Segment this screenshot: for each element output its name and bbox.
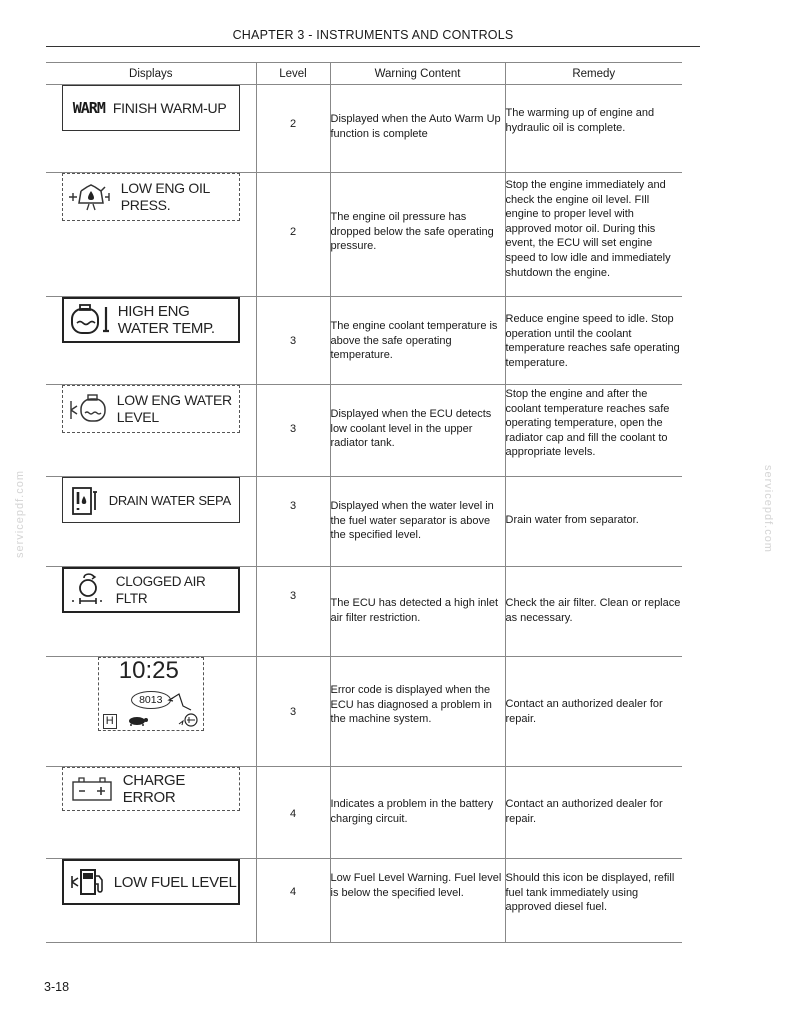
warning-content-text: The engine oil pressure has dropped below the safe operating pressure. bbox=[330, 211, 494, 253]
remedy-text: Stop the engine and after the coolant temperature reaches safe operating temperature, open the radiator cap and fill the coolant to appropriate levels. bbox=[505, 388, 670, 459]
level-cell bbox=[256, 173, 330, 297]
remedy-text: Drain water from separator. bbox=[505, 514, 639, 526]
warning-content-text: Low Fuel Level Warning. Fuel level is below the specified level. bbox=[330, 872, 502, 899]
warning-content-cell bbox=[330, 859, 505, 943]
table-row bbox=[46, 657, 682, 767]
remedy-cell bbox=[505, 567, 682, 657]
table-row bbox=[46, 567, 682, 657]
battery-icon bbox=[69, 773, 115, 805]
level-value: 4 bbox=[289, 886, 297, 898]
table-row bbox=[46, 859, 682, 943]
level-value: 3 bbox=[289, 590, 297, 602]
high-water-temp-display bbox=[62, 297, 240, 343]
warning-content-text: The engine coolant temperature is above the safe operating temperature. bbox=[330, 320, 498, 362]
warning-content-text: The ECU has detected a high inlet air filter restriction. bbox=[330, 597, 499, 624]
remedy-text: Should this icon be displayed, refill fuel tank immediately using approved diesel fuel. bbox=[505, 872, 675, 914]
low-fuel-display bbox=[62, 859, 240, 905]
column-header-level: Level bbox=[256, 63, 330, 85]
oil-can-icon bbox=[65, 177, 117, 217]
warning-table bbox=[46, 62, 682, 943]
remedy-cell bbox=[505, 767, 682, 859]
column-header-remedy: Remedy bbox=[505, 63, 682, 85]
warm-tag: WARM bbox=[72, 98, 105, 117]
lcd-symbols bbox=[99, 658, 203, 730]
table-row bbox=[46, 173, 682, 297]
remedy-cell bbox=[505, 85, 682, 173]
display-cell bbox=[46, 477, 256, 567]
level-value: 3 bbox=[289, 706, 297, 718]
display-label: CLOGGED AIR FLTR bbox=[115, 574, 206, 606]
header-rule bbox=[46, 46, 700, 47]
water-separator-icon bbox=[69, 482, 103, 518]
display-cell bbox=[46, 297, 256, 385]
level-cell bbox=[256, 477, 330, 567]
display-label: CHARGE ERROR bbox=[122, 772, 186, 806]
remedy-text: Check the air filter. Clean or replace as necessary. bbox=[505, 597, 681, 624]
lcd-time: 10:25 bbox=[118, 657, 179, 684]
warning-content-cell bbox=[330, 85, 505, 173]
display-cell bbox=[46, 859, 256, 943]
level-value: 4 bbox=[289, 808, 297, 820]
display-label: DRAIN WATER SEPA bbox=[108, 492, 231, 508]
warning-content-cell bbox=[330, 297, 505, 385]
level-value: 2 bbox=[289, 226, 297, 238]
display-cell bbox=[46, 385, 256, 477]
level-cell bbox=[256, 85, 330, 173]
warning-content-text: Displayed when the Auto Warm Up function is complete bbox=[330, 113, 501, 140]
warning-content-text: Error code is displayed when the ECU has diagnosed a problem in the machine system. bbox=[330, 684, 492, 726]
watermark-left: servicepdf.com bbox=[14, 470, 26, 558]
warm-up-display bbox=[62, 85, 240, 131]
table-header-row bbox=[46, 63, 682, 85]
remedy-cell bbox=[505, 173, 682, 297]
display-label: FINISH WARM-UP bbox=[112, 99, 227, 116]
level-cell bbox=[256, 297, 330, 385]
warning-content-cell bbox=[330, 173, 505, 297]
warning-content-cell bbox=[330, 385, 505, 477]
table-row bbox=[46, 297, 682, 385]
engine-coolant-level-icon bbox=[65, 389, 113, 429]
warning-content-cell bbox=[330, 567, 505, 657]
remedy-text: Contact an authorized dealer for repair. bbox=[505, 698, 663, 725]
low-oil-display bbox=[62, 173, 240, 221]
remedy-cell bbox=[505, 385, 682, 477]
lcd-error-code: 8013 bbox=[131, 691, 171, 709]
level-value: 3 bbox=[289, 335, 297, 347]
warning-content-text: Displayed when the ECU detects low coolant level in the upper radiator tank. bbox=[330, 408, 492, 450]
remedy-text: Reduce engine speed to idle. Stop operation until the coolant temperature reaches safe operating temperature. bbox=[505, 313, 680, 369]
column-header-displays: Displays bbox=[46, 63, 256, 85]
display-cell bbox=[46, 657, 256, 767]
column-header-warning-content: Warning Content bbox=[330, 63, 505, 85]
level-value: 3 bbox=[289, 500, 297, 512]
remedy-text: Stop the engine immediately and check the engine oil level. FIll engine to proper level with approved motor oil. During this event, the ECU will set engine speed to low idle and immediately shutdown the engine. bbox=[505, 179, 671, 279]
air-filter-icon bbox=[66, 570, 112, 610]
warning-content-text: Indicates a problem in the battery charging circuit. bbox=[330, 798, 494, 825]
chapter-header: CHAPTER 3 - INSTRUMENTS AND CONTROLS bbox=[232, 28, 514, 42]
display-label: LOW FUEL LEVEL bbox=[113, 873, 237, 891]
display-label: LOW ENG WATER LEVEL bbox=[116, 392, 232, 425]
engine-warning-icon bbox=[179, 714, 197, 726]
warning-content-text: Displayed when the water level in the fuel water separator is above the specified level. bbox=[330, 500, 494, 542]
level-value: 3 bbox=[289, 423, 297, 435]
page-number: 3-18 bbox=[44, 980, 70, 994]
display-cell bbox=[46, 173, 256, 297]
display-cell bbox=[46, 85, 256, 173]
watermark-right: servicepdf.com bbox=[762, 465, 774, 553]
remedy-text: Contact an authorized dealer for repair. bbox=[505, 798, 663, 825]
low-water-level-display bbox=[62, 385, 240, 433]
drain-water-display bbox=[62, 477, 240, 523]
lcd-mode-indicator: H bbox=[103, 714, 117, 729]
remedy-cell bbox=[505, 657, 682, 767]
table-row bbox=[46, 385, 682, 477]
level-cell bbox=[256, 657, 330, 767]
level-cell bbox=[256, 385, 330, 477]
remedy-cell bbox=[505, 477, 682, 567]
clogged-air-filter-display bbox=[62, 567, 240, 613]
warning-content-cell bbox=[330, 657, 505, 767]
fuel-pump-icon bbox=[68, 864, 108, 900]
table-row bbox=[46, 85, 682, 173]
level-cell bbox=[256, 567, 330, 657]
level-value: 2 bbox=[289, 118, 297, 130]
level-cell bbox=[256, 767, 330, 859]
remedy-text: The warming up of engine and hydraulic oil is complete. bbox=[505, 107, 655, 134]
warning-content-cell bbox=[330, 477, 505, 567]
display-cell bbox=[46, 767, 256, 859]
display-label: HIGH ENG WATER TEMP. bbox=[117, 303, 215, 337]
remedy-cell bbox=[505, 859, 682, 943]
display-label: LOW ENG OIL PRESS. bbox=[120, 180, 210, 213]
table-row bbox=[46, 477, 682, 567]
display-cell bbox=[46, 567, 256, 657]
error-code-lcd bbox=[98, 657, 204, 731]
table-row bbox=[46, 767, 682, 859]
engine-temp-icon bbox=[66, 301, 112, 339]
charge-error-display bbox=[62, 767, 240, 811]
warning-content-cell bbox=[330, 767, 505, 859]
level-cell bbox=[256, 859, 330, 943]
remedy-cell bbox=[505, 297, 682, 385]
turtle-icon bbox=[129, 717, 148, 726]
